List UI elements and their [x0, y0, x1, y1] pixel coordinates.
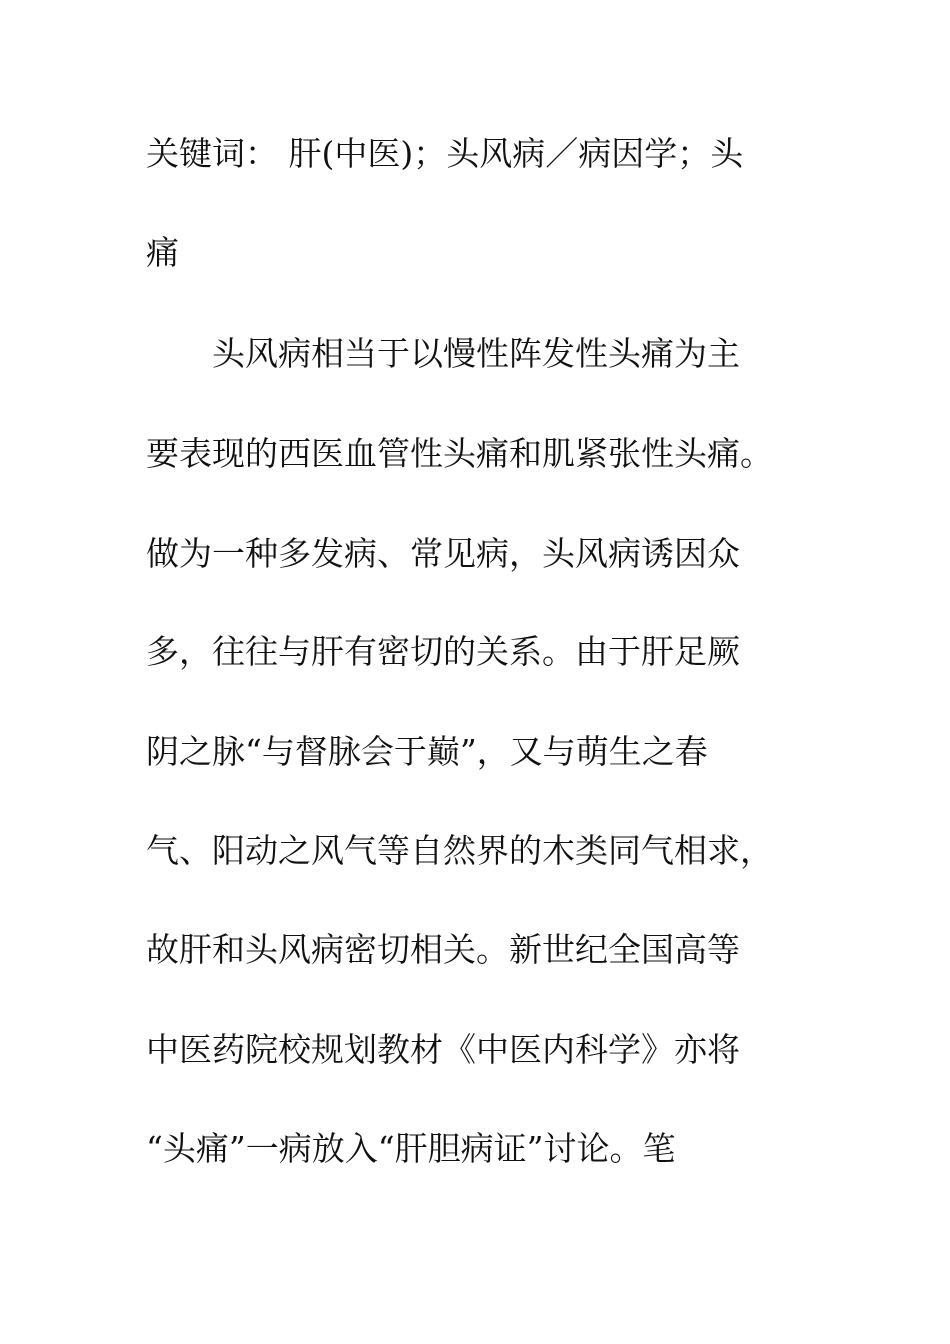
- paragraph-line-8: 中医药院校规划教材《中医内科学》亦将: [146, 1030, 740, 1069]
- paragraph-line-6: 气、阳动之风气等自然界的木类同气相求，: [146, 831, 773, 870]
- paragraph-line-9: “头痛”一病放入“肝胆病证”讨论。笔: [146, 1129, 676, 1168]
- paragraph-line-3: 做为一种多发病、常见病，头风病诱因众: [146, 534, 740, 573]
- paragraph-line-1: 头风病相当于以慢性阵发性头痛为主: [146, 334, 740, 373]
- keywords-continuation: 痛: [146, 233, 179, 272]
- paragraph-line-4: 多，往往与肝有密切的关系。由于肝足厥: [146, 632, 740, 671]
- paragraph-line-5: 阴之脉“与督脉会于巅”，又与萌生之春: [146, 732, 708, 771]
- keywords-line: 关键词： 肝(中医)；头风病／病因学；头: [146, 134, 744, 173]
- paragraph-line-7: 故肝和头风病密切相关。新世纪全国高等: [146, 930, 740, 969]
- paragraph-line-2: 要表现的西医血管性头痛和肌紧张性头痛。: [146, 434, 773, 473]
